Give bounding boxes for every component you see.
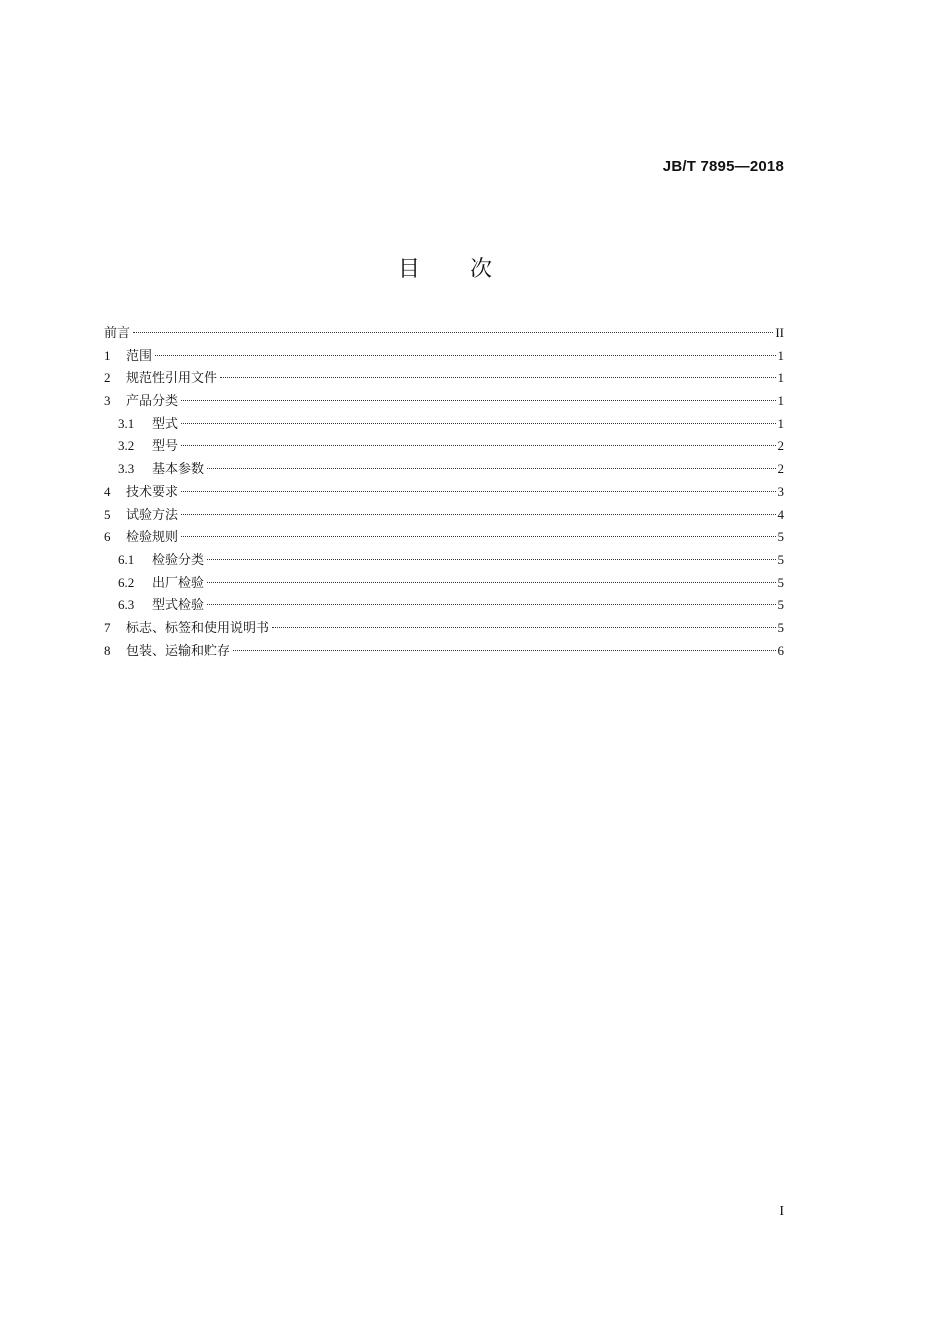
toc-entry-label: 技术要求 xyxy=(126,484,179,500)
toc-entry-label: 试验方法 xyxy=(126,507,179,523)
toc-entry-label: 基本参数 xyxy=(152,462,205,478)
toc-entry-6-2[interactable] xyxy=(104,572,784,595)
toc-entry-8[interactable] xyxy=(104,640,784,663)
toc-leader xyxy=(207,559,775,560)
page-title xyxy=(0,252,890,283)
page-number: I xyxy=(779,1204,784,1219)
toc-entry-label: 型号 xyxy=(152,439,179,455)
title-char-2: 次 xyxy=(470,257,493,282)
toc-leader xyxy=(181,491,775,492)
toc-entry-preface[interactable] xyxy=(104,322,784,345)
toc-entry-page: 5 xyxy=(777,574,784,590)
toc-entry-page: 1 xyxy=(777,370,784,386)
toc-entry-5[interactable] xyxy=(104,504,784,527)
toc-entry-label: 型式 xyxy=(152,416,179,432)
toc-leader xyxy=(155,355,775,356)
toc-entry-page: 1 xyxy=(777,415,784,431)
toc-entry-number: 7 xyxy=(104,619,111,635)
toc-entry-label: 检验规则 xyxy=(126,530,179,546)
toc-entry-6-1[interactable] xyxy=(104,549,784,572)
toc-entry-number: 6 xyxy=(104,529,111,545)
toc-entry-4[interactable] xyxy=(104,481,784,504)
toc-entry-label: 出厂检验 xyxy=(152,575,205,591)
toc-entry-number: 6.3 xyxy=(118,597,135,613)
table-of-contents xyxy=(104,322,784,662)
toc-entry-label: 产品分类 xyxy=(126,394,179,410)
toc-entry-page: 6 xyxy=(777,642,784,658)
toc-leader xyxy=(181,445,775,446)
toc-entry-number: 2 xyxy=(104,370,111,386)
title-char-1: 目 xyxy=(397,257,420,282)
toc-entry-3-3[interactable] xyxy=(104,458,784,481)
toc-entry-page: 3 xyxy=(777,483,784,499)
toc-entry-number: 3.1 xyxy=(118,415,135,431)
toc-leader xyxy=(233,650,775,651)
toc-entry-number: 5 xyxy=(104,506,111,522)
toc-entry-3-1[interactable] xyxy=(104,413,784,436)
toc-entry-label: 标志、标签和使用说明书 xyxy=(126,620,270,636)
toc-entry-number: 3.3 xyxy=(118,461,135,477)
toc-leader xyxy=(207,582,775,583)
toc-entry-label: 包装、运输和贮存 xyxy=(126,643,231,659)
toc-entry-page: 5 xyxy=(777,551,784,567)
toc-leader xyxy=(181,400,775,401)
toc-entry-page: 5 xyxy=(777,597,784,613)
toc-leader xyxy=(181,514,775,515)
toc-leader xyxy=(207,468,775,469)
toc-leader xyxy=(207,604,775,605)
toc-entry-page: 2 xyxy=(777,461,784,477)
toc-entry-label: 规范性引用文件 xyxy=(126,371,218,387)
toc-entry-6-3[interactable] xyxy=(104,594,784,617)
toc-entry-2[interactable] xyxy=(104,367,784,390)
toc-entry-page: 5 xyxy=(777,619,784,635)
toc-leader xyxy=(220,377,775,378)
toc-entry-label: 范围 xyxy=(126,348,153,364)
toc-leader xyxy=(133,332,773,333)
toc-entry-number: 8 xyxy=(104,642,111,658)
toc-entry-number: 6.1 xyxy=(118,551,135,567)
toc-entry-page: 1 xyxy=(777,347,784,363)
toc-entry-number: 3 xyxy=(104,393,111,409)
toc-leader xyxy=(181,423,775,424)
toc-entry-number: 1 xyxy=(104,347,111,363)
toc-entry-number: 6.2 xyxy=(118,574,135,590)
toc-entry-label: 前言 xyxy=(104,326,131,341)
toc-entry-page: 2 xyxy=(777,438,784,454)
toc-entry-6[interactable] xyxy=(104,526,784,549)
toc-entry-3[interactable] xyxy=(104,390,784,413)
toc-entry-number: 3.2 xyxy=(118,438,135,454)
toc-entry-3-2[interactable] xyxy=(104,435,784,458)
toc-entry-page: 1 xyxy=(777,393,784,409)
toc-entry-page: 4 xyxy=(777,506,784,522)
toc-entry-label: 型式检验 xyxy=(152,598,205,614)
standard-number: JB/T 7895—2018 xyxy=(662,158,784,175)
toc-entry-page: II xyxy=(775,325,784,340)
toc-entry-1[interactable] xyxy=(104,345,784,368)
toc-leader xyxy=(181,536,775,537)
toc-leader xyxy=(272,627,775,628)
toc-entry-page: 5 xyxy=(777,529,784,545)
toc-entry-label: 检验分类 xyxy=(152,552,205,568)
toc-entry-number: 4 xyxy=(104,483,111,499)
toc-entry-7[interactable] xyxy=(104,617,784,640)
